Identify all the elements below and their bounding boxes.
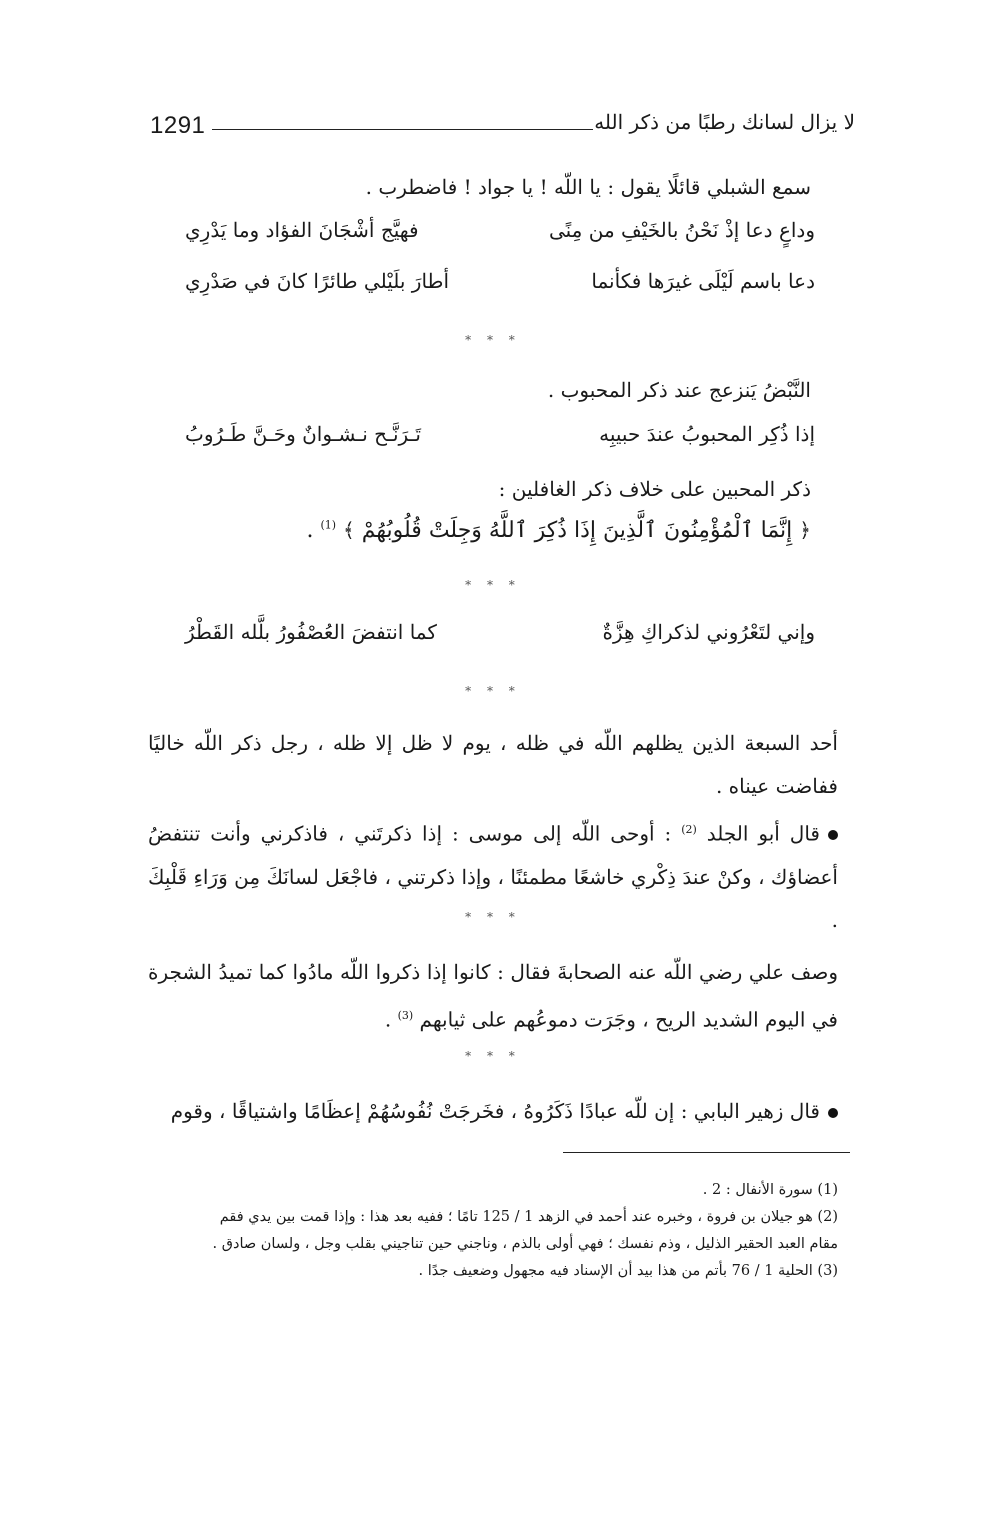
footnote: (1) سورة الأنفال : 2 . [702, 1182, 838, 1198]
quran-verse [306, 518, 811, 543]
paragraph-text: وصف علي رضي اللّه عنه الصحابةَ فقال : كانوا إذا ذكروا اللّه مادُوا كما تميدُ الشجرة في اليوم الشديد الريح ، وجَرَت دموعُهم على ثيابهم [148, 960, 838, 1032]
verse-first-hemistich: إذا ذُكِر المحبوبُ عندَ حبيبِه [599, 422, 815, 446]
verse-line [185, 218, 885, 258]
text-line: ذكر المحبين على خلاف ذكر الغافلين : [498, 477, 811, 501]
footnotes [138, 1177, 838, 1285]
verse-line [185, 422, 885, 462]
verse-second-hemistich: تَـرَنَّـح نـشـوانٌ وحَـنَّ طَـرُوبُ [185, 422, 421, 446]
section-separator: * * * [465, 1049, 521, 1063]
page-header [150, 108, 855, 144]
header-rule [212, 129, 593, 130]
paragraph [148, 1090, 838, 1133]
verse-first-hemistich: وإني لتَعْرُوني لذكراكِ هِزَّةٌ [602, 620, 815, 644]
quran-close-bracket: ﴾ [343, 518, 355, 542]
bullet-icon [828, 1108, 838, 1118]
verse-line [185, 620, 885, 660]
verse-second-hemistich: فهيَّج أشْجَانَ الفؤاد وما يَدْرِي [185, 218, 419, 242]
verse-first-hemistich: وداعٍ دعا إذْ نَحْنُ بالخَيْفِ من مِنًى [548, 218, 815, 242]
page-number: 1291 [150, 112, 206, 139]
verse-line [185, 269, 885, 309]
footnote-ref: (1) [320, 518, 337, 532]
verse-second-hemistich: كما انتفضَ العُصْفُورُ بلَّله القَطْرُ [185, 620, 437, 644]
paragraph [148, 951, 838, 1042]
text-line-end: . [306, 518, 321, 543]
text-line: سمع الشبلي قائلًا يقول : يا اللّه ! يا جواد ! فاضطرب . [365, 175, 811, 199]
paragraph-text: قال زهير البابي : إن للّه عبادًا ذَكَرُوهُ ، فخَرجَتْ نُفُوسُهُمْ إعظَامًا واشتياقًا ، وقوم [170, 1099, 820, 1123]
paragraph-text: . [384, 1007, 398, 1032]
footnote: (2) هو جيلان بن فروة ، وخبره عند أحمد في الزهد 1 / 125 تامًا ؛ ففيه بعد هذا : وإذا قمت بين يدي فقم [219, 1209, 838, 1225]
text-line: النَّبْضُ يَنزعج عند ذكر المحبوب . [547, 378, 811, 402]
section-separator: * * * [465, 578, 521, 592]
verse-first-hemistich: دعا باسم لَيْلَى غيرَها فكأنما [591, 269, 815, 293]
footnote-ref: (2) [681, 823, 697, 836]
section-separator: * * * [465, 910, 521, 924]
section-separator: * * * [465, 684, 521, 698]
footnote-rule [563, 1152, 850, 1153]
footnote: مقام العبد الحقير الذليل ، وذم نفسك ؛ فهي أولى بالذم ، وناجني حين تناجيني بقلب وجل ، ولسان صادق . [212, 1236, 838, 1252]
running-title: لا يزال لسانك رطبًا من ذكر الله [594, 110, 855, 134]
paragraph: أحد السبعة الذين يظلهم اللّه في ظله ، يوم لا ظل إلا ظله ، رجل ذكر اللّه خاليًا ففاضت عيناه . [148, 731, 838, 798]
quran-open-bracket: ﴿ [799, 518, 811, 542]
quran-text: إِنَّمَا ٱلْمُؤْمِنُونَ ٱلَّذِينَ إِذَا ذُكِرَ ٱللَّهُ وَجِلَتْ قُلُوبُهُمْ [361, 518, 793, 543]
paragraph-text: قال أبو الجلد [706, 821, 820, 846]
footnote-ref: (3) [397, 1009, 414, 1022]
bullet-icon [828, 830, 838, 840]
verse-second-hemistich: أطارَ بلَيْلي طائرًا كانَ في صَدْرِي [185, 269, 450, 293]
section-separator: * * * [465, 333, 521, 347]
paragraph-text: : أوحى اللّه إلى موسى : إذا ذكرتَني ، فاذكرني وأنت تنتفضُ أعضاؤك ، وكنْ عندَ ذِكْري خاشعًا مطمئنًا ، وإذا ذكرتني ، فاجْعَل لسانَكَ مِن وَرَاءِ قَلْبِكَ . [148, 821, 838, 932]
footnote: (3) الحلية 1 / 76 بأتم من هذا بيد أن الإسناد فيه مجهول وضعيف جدًا . [418, 1263, 838, 1279]
